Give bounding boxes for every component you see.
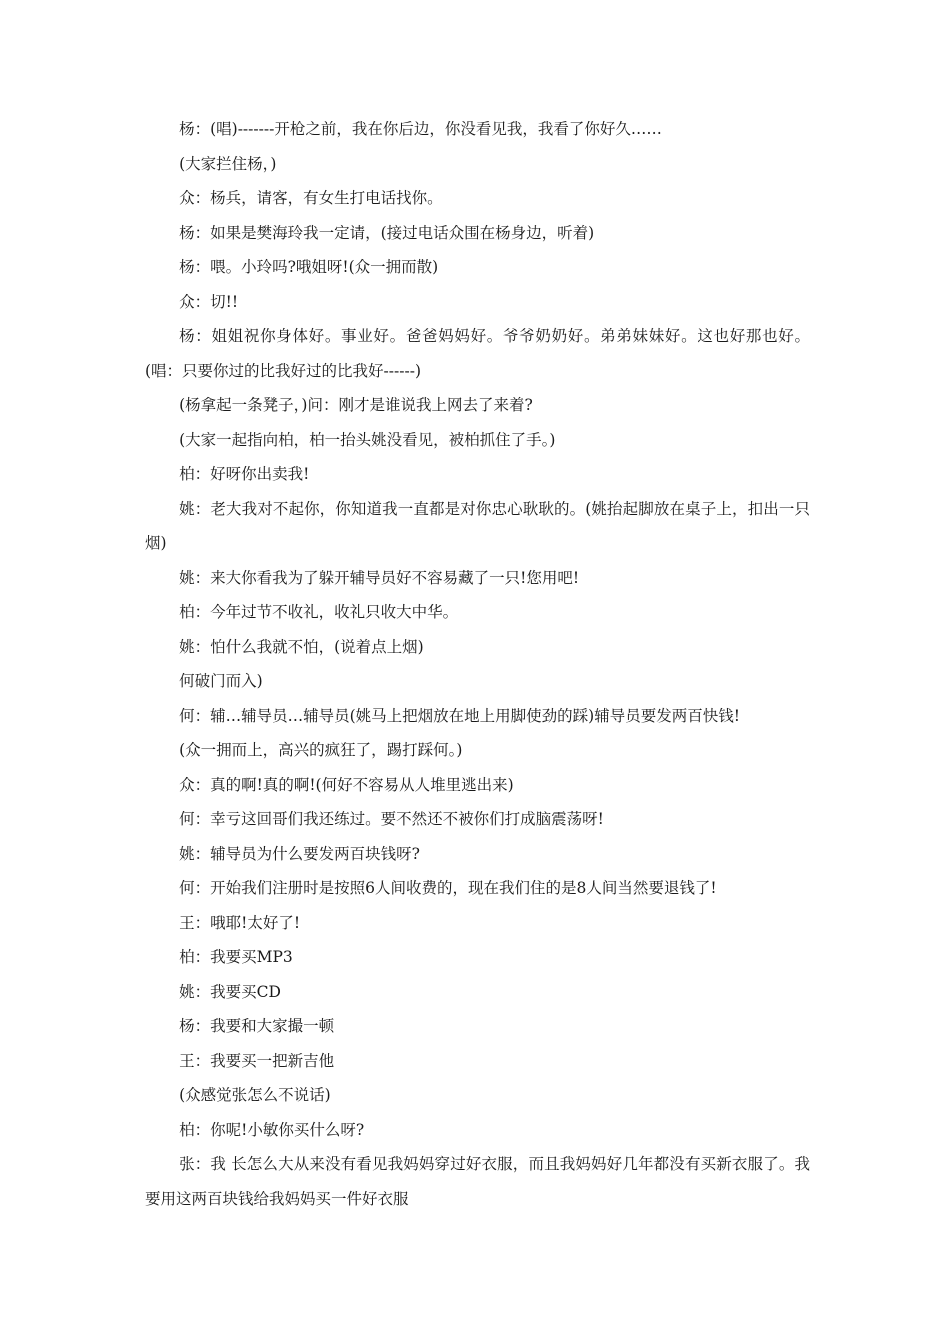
stage-direction: 何破门而入) bbox=[179, 672, 263, 690]
script-line: 张：我 长怎么大从来没有看见我妈妈穿过好衣服，而且我妈妈好几年都没有买新衣服了。我要用这两百块钱给我妈妈买一件好衣服 bbox=[145, 1155, 810, 1208]
script-line: 柏：我要买MP3 bbox=[179, 948, 293, 966]
stage-direction: (大家一起指向柏，柏一抬头姚没看见，被柏抓住了手。) bbox=[179, 430, 556, 449]
script-line: 姚：来大你看我为了躲开辅导员好不容易藏了一只!您用吧! bbox=[179, 568, 580, 587]
script-line: 柏：好呀你出卖我! bbox=[179, 465, 310, 483]
script-line: 杨：如果是樊海玲我一定请，(接过电话众围在杨身边，听着) bbox=[179, 223, 595, 242]
script-body bbox=[145, 112, 810, 1216]
script-line: 柏：今年过节不收礼，收礼只收大中华。 bbox=[179, 603, 459, 621]
script-line: 杨：喂。小玲吗?哦姐呀!(众一拥而散) bbox=[179, 258, 439, 276]
script-line: 众：切!! bbox=[179, 292, 239, 311]
script-line: 杨：(唱)-------开枪之前，我在你后边，你没看见我，我看了你好久…… bbox=[179, 120, 662, 138]
script-line: (杨拿起一条凳子，)问：刚才是谁说我上网去了来着? bbox=[179, 396, 533, 414]
script-line: 姚：老大我对不起你，你知道我一直都是对你忠心耿耿的。(姚抬起脚放在桌子上，扣出一只烟) bbox=[145, 499, 810, 552]
script-line: 众：真的啊!真的啊!(何好不容易从人堆里逃出来) bbox=[179, 775, 514, 794]
script-line: 杨：姐姐祝你身体好。事业好。爸爸妈妈好。爷爷奶奶好。弟弟妹妹好。这也好那也好。(唱：只要你过的比我好过的比我好------) bbox=[145, 327, 810, 380]
stage-direction: (大家拦住杨，) bbox=[179, 154, 277, 173]
script-line: 何：辅…辅导员…辅导员(姚马上把烟放在地上用脚使劲的踩)辅导员要发两百快钱! bbox=[179, 706, 740, 725]
script-line: 王：哦耶!太好了! bbox=[179, 913, 301, 932]
script-line: 姚：怕什么我就不怕，(说着点上烟) bbox=[179, 637, 424, 656]
script-line: 何：幸亏这回哥们我还练过。要不然还不被你们打成脑震荡呀! bbox=[179, 810, 604, 828]
script-line: 王：我要买一把新吉他 bbox=[179, 1051, 335, 1070]
script-line: 杨：我要和大家撮一顿 bbox=[179, 1017, 335, 1035]
script-line: 姚：辅导员为什么要发两百块钱呀? bbox=[179, 844, 420, 863]
script-line: 何：开始我们注册时是按照6人间收费的，现在我们住的是8人间当然要退钱了! bbox=[179, 879, 717, 897]
script-line: 柏：你呢!小敏你买什么呀? bbox=[179, 1120, 365, 1139]
stage-direction: (众感觉张怎么不说话) bbox=[179, 1086, 331, 1104]
script-line: 姚：我要买CD bbox=[179, 982, 281, 1001]
stage-direction: (众一拥而上，高兴的疯狂了，踢打踩何。) bbox=[179, 741, 463, 759]
script-line: 众：杨兵，请客，有女生打电话找你。 bbox=[179, 189, 443, 207]
